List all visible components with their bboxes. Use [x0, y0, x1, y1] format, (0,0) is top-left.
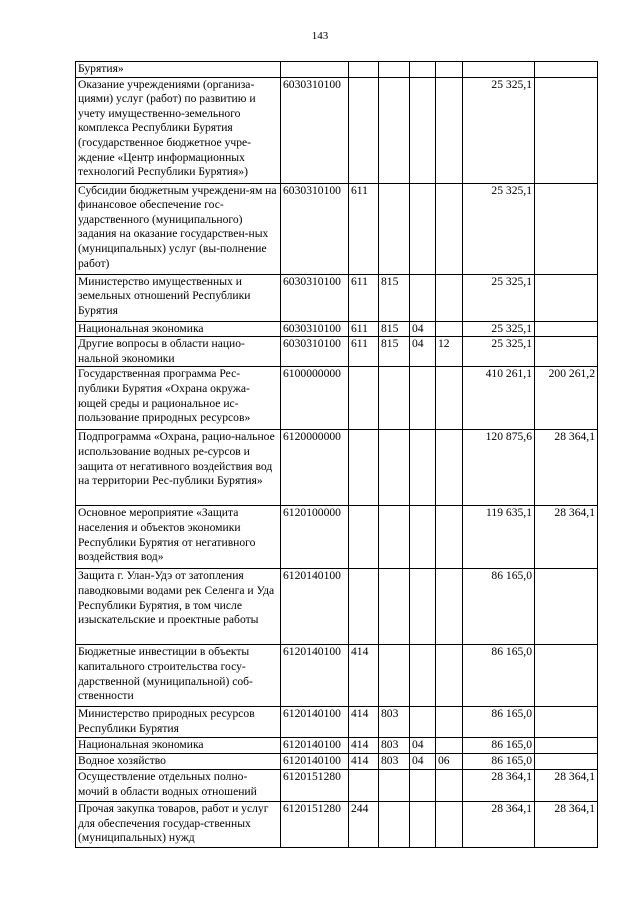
row-subsection-cell	[436, 738, 463, 754]
row-name-cell: Основное мероприятие «Защита населения и объектов экономики Республики Бурятия от негативного воздействия вод»	[76, 506, 281, 569]
row-amount-federal-cell: 200 261,2	[535, 367, 598, 430]
table-row	[76, 62, 598, 78]
row-subsection-cell	[436, 645, 463, 707]
row-ministry-cell	[379, 367, 410, 430]
row-amount-cell: 25 325,1	[463, 274, 535, 321]
row-name-cell: Бурятия»	[76, 62, 281, 78]
row-ministry-cell: 815	[379, 274, 410, 321]
row-subsection-cell	[436, 430, 463, 506]
row-amount-federal-cell	[535, 738, 598, 754]
row-subsection-cell	[436, 183, 463, 274]
table-row	[76, 77, 598, 183]
row-code-cell: 6120100000	[281, 506, 349, 569]
row-section-cell: 04	[410, 753, 436, 769]
row-code-cell: 6030310100	[281, 274, 349, 321]
table-row	[76, 183, 598, 274]
row-section-cell	[410, 367, 436, 430]
row-ministry-cell	[379, 506, 410, 569]
row-subsection-cell	[436, 707, 463, 738]
row-section-cell	[410, 707, 436, 738]
row-amount-cell	[463, 62, 535, 78]
row-name-cell: Бюджетные инвестиции в объекты капитального строительства госу-дарственной (муниципальной) соб-ственности	[76, 645, 281, 707]
row-amount-federal-cell	[535, 321, 598, 337]
row-expense-type-cell	[349, 77, 379, 183]
table-row	[76, 753, 598, 769]
row-subsection-cell	[436, 321, 463, 337]
table-row	[76, 337, 598, 367]
row-subsection-cell	[436, 77, 463, 183]
row-amount-cell: 25 325,1	[463, 321, 535, 337]
row-amount-federal-cell	[535, 337, 598, 367]
row-ministry-cell: 815	[379, 321, 410, 337]
row-section-cell	[410, 645, 436, 707]
row-amount-federal-cell: 28 364,1	[535, 769, 598, 801]
row-amount-federal-cell: 28 364,1	[535, 430, 598, 506]
row-subsection-cell: 06	[436, 753, 463, 769]
row-name-cell: Водное хозяйство	[76, 753, 281, 769]
row-name-cell: Субсидии бюджетным учреждени-ям на финансовое обеспечение гос-ударственного (муниципального) задания на оказание государствен-ных (муниципальных) услуг (вы-полнение работ)	[76, 183, 281, 274]
table-row	[76, 569, 598, 645]
row-section-cell	[410, 430, 436, 506]
row-ministry-cell	[379, 183, 410, 274]
row-expense-type-cell	[349, 569, 379, 645]
row-subsection-cell	[436, 769, 463, 801]
row-expense-type-cell	[349, 506, 379, 569]
row-ministry-cell: 803	[379, 738, 410, 754]
row-amount-cell: 28 364,1	[463, 769, 535, 801]
row-name-cell: Национальная экономика	[76, 738, 281, 754]
row-subsection-cell	[436, 274, 463, 321]
row-ministry-cell: 803	[379, 753, 410, 769]
row-name-cell: Национальная экономика	[76, 321, 281, 337]
row-section-cell: 04	[410, 321, 436, 337]
row-expense-type-cell: 611	[349, 337, 379, 367]
page-number: 143	[311, 30, 329, 42]
row-section-cell	[410, 769, 436, 801]
row-amount-federal-cell	[535, 62, 598, 78]
row-ministry-cell: 815	[379, 337, 410, 367]
row-name-cell: Оказание учреждениями (организа-циями) услуг (работ) по развитию и учету имущественно-земельного комплекса Республики Бурятия (государственное бюджетное учре-ждение «Центр информационных технологий Республики Бурятия»)	[76, 77, 281, 183]
row-name-cell: Министерство имущественных и земельных отношений Республики Бурятия	[76, 274, 281, 321]
row-expense-type-cell	[349, 367, 379, 430]
row-ministry-cell: 803	[379, 707, 410, 738]
row-ministry-cell	[379, 430, 410, 506]
table-row	[76, 769, 598, 801]
row-ministry-cell	[379, 645, 410, 707]
row-ministry-cell	[379, 62, 410, 78]
table-row	[76, 738, 598, 754]
row-amount-federal-cell	[535, 707, 598, 738]
row-code-cell: 6120000000	[281, 430, 349, 506]
row-code-cell: 6120151280	[281, 801, 349, 847]
row-amount-cell: 86 165,0	[463, 753, 535, 769]
row-name-cell: Подпрограмма «Охрана, рацио-нальное использование водных ре-сурсов и защита от негативного воздействия вод на территории Рес-публики Бурятия»	[76, 430, 281, 506]
row-expense-type-cell: 611	[349, 274, 379, 321]
row-code-cell	[281, 62, 349, 78]
row-amount-cell: 86 165,0	[463, 707, 535, 738]
row-name-cell: Защита г. Улан-Удэ от затопления паводковыми водами рек Селенга и Уда Республики Бурятия, в том числе изыскательские и проектные работы	[76, 569, 281, 645]
row-code-cell: 6030310100	[281, 183, 349, 274]
row-section-cell: 04	[410, 738, 436, 754]
row-amount-cell: 28 364,1	[463, 801, 535, 847]
row-amount-cell: 120 875,6	[463, 430, 535, 506]
table-row	[76, 321, 598, 337]
row-expense-type-cell: 414	[349, 707, 379, 738]
row-section-cell	[410, 801, 436, 847]
table-row	[76, 274, 598, 321]
row-subsection-cell	[436, 62, 463, 78]
row-amount-cell: 86 165,0	[463, 569, 535, 645]
row-expense-type-cell: 414	[349, 738, 379, 754]
row-code-cell: 6120140100	[281, 645, 349, 707]
table-row	[76, 506, 598, 569]
row-code-cell: 6030310100	[281, 77, 349, 183]
row-ministry-cell	[379, 769, 410, 801]
row-code-cell: 6120140100	[281, 569, 349, 645]
row-expense-type-cell	[349, 62, 379, 78]
row-code-cell: 6030310100	[281, 321, 349, 337]
row-section-cell	[410, 183, 436, 274]
row-expense-type-cell: 414	[349, 645, 379, 707]
row-section-cell	[410, 569, 436, 645]
row-amount-cell: 25 325,1	[463, 337, 535, 367]
row-amount-federal-cell	[535, 645, 598, 707]
row-name-cell: Министерство природных ресурсов Республики Бурятия	[76, 707, 281, 738]
row-expense-type-cell: 414	[349, 753, 379, 769]
table-row	[76, 707, 598, 738]
row-code-cell: 6120140100	[281, 738, 349, 754]
row-amount-federal-cell	[535, 183, 598, 274]
row-amount-federal-cell	[535, 753, 598, 769]
row-amount-cell: 86 165,0	[463, 738, 535, 754]
row-code-cell: 6120140100	[281, 753, 349, 769]
row-expense-type-cell	[349, 769, 379, 801]
row-subsection-cell: 12	[436, 337, 463, 367]
row-ministry-cell	[379, 801, 410, 847]
row-code-cell: 6120151280	[281, 769, 349, 801]
table-row	[76, 430, 598, 506]
row-expense-type-cell: 611	[349, 321, 379, 337]
row-section-cell	[410, 274, 436, 321]
row-name-cell: Государственная программа Рес-публики Бурятия «Охрана окружа-ющей среды и рациональное ис-пользование природных ресурсов»	[76, 367, 281, 430]
row-amount-federal-cell	[535, 569, 598, 645]
row-expense-type-cell: 244	[349, 801, 379, 847]
table-row	[76, 645, 598, 707]
row-amount-cell: 86 165,0	[463, 645, 535, 707]
row-amount-federal-cell: 28 364,1	[535, 801, 598, 847]
row-section-cell	[410, 62, 436, 78]
row-amount-cell: 410 261,1	[463, 367, 535, 430]
table-row	[76, 801, 598, 847]
row-subsection-cell	[436, 569, 463, 645]
row-subsection-cell	[436, 506, 463, 569]
row-amount-federal-cell	[535, 274, 598, 321]
row-expense-type-cell	[349, 430, 379, 506]
row-amount-federal-cell	[535, 77, 598, 183]
row-ministry-cell	[379, 569, 410, 645]
row-subsection-cell	[436, 367, 463, 430]
row-section-cell	[410, 77, 436, 183]
row-name-cell: Другие вопросы в области нацио-нальной экономики	[76, 337, 281, 367]
row-section-cell	[410, 506, 436, 569]
row-name-cell: Прочая закупка товаров, работ и услуг для обеспечения государ-ственных (муниципальных) нужд	[76, 801, 281, 847]
row-section-cell: 04	[410, 337, 436, 367]
row-amount-cell: 25 325,1	[463, 77, 535, 183]
row-code-cell: 6100000000	[281, 367, 349, 430]
row-amount-cell: 119 635,1	[463, 506, 535, 569]
row-expense-type-cell: 611	[349, 183, 379, 274]
row-code-cell: 6030310100	[281, 337, 349, 367]
row-code-cell: 6120140100	[281, 707, 349, 738]
budget-table	[75, 61, 598, 848]
row-subsection-cell	[436, 801, 463, 847]
table-row	[76, 367, 598, 430]
row-amount-cell: 25 325,1	[463, 183, 535, 274]
row-amount-federal-cell: 28 364,1	[535, 506, 598, 569]
row-name-cell: Осуществление отдельных полно-мочий в области водных отношений	[76, 769, 281, 801]
row-ministry-cell	[379, 77, 410, 183]
table-body	[76, 62, 598, 848]
